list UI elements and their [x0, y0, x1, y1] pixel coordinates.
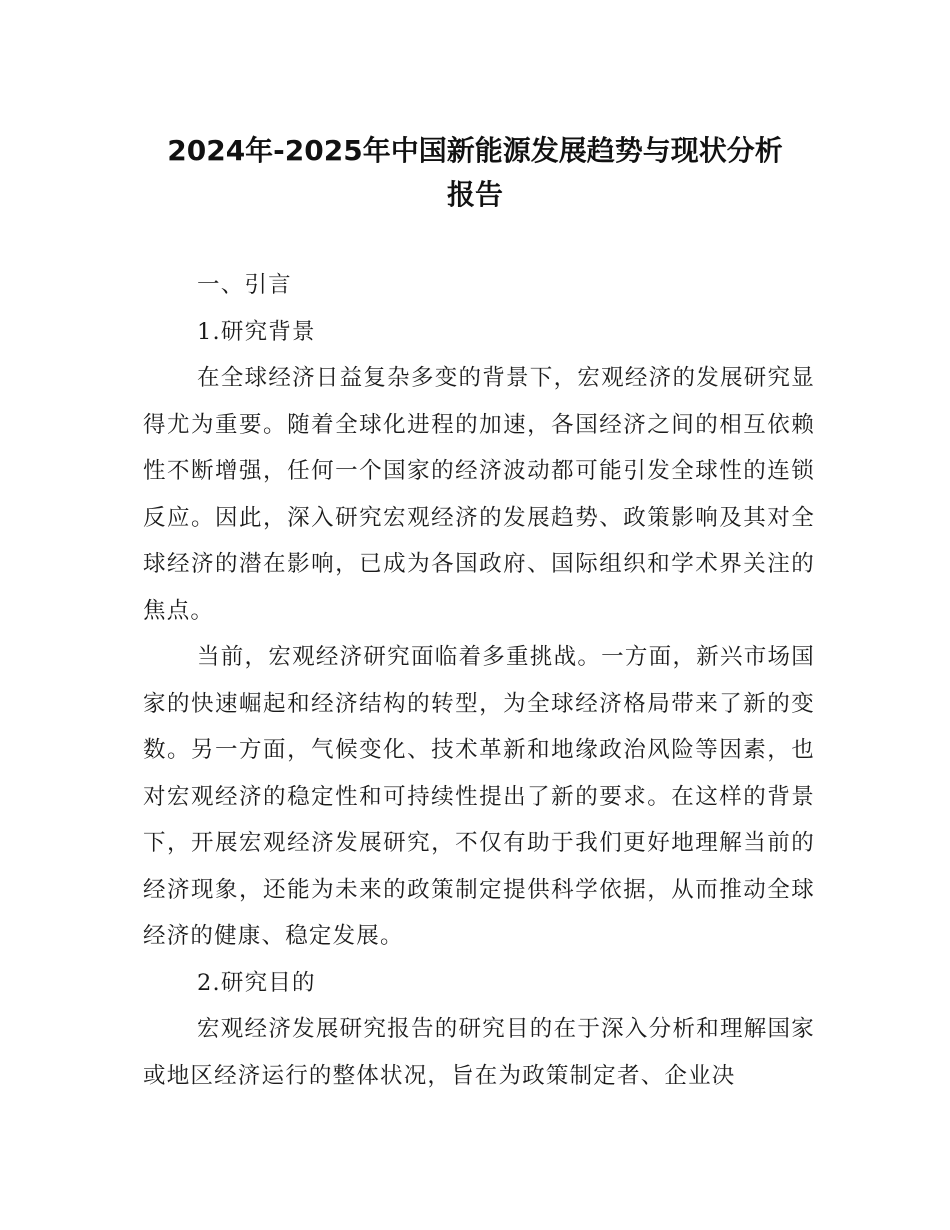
- paragraph-background-1: 在全球经济日益复杂多变的背景下，宏观经济的发展研究显得尤为重要。随着全球化进程的加速，各国经济之间的相互依赖性不断增强，任何一个国家的经济波动都可能引发全球性的连锁反应。因此，深入研究宏观经济的发展趋势、政策影响及其对全球经济的潜在影响，已成为各国政府、国际组织和学术界关注的焦点。: [143, 365, 815, 624]
- paragraph-purpose: 宏观经济发展研究报告的研究目的在于深入分析和理解国家或地区经济运行的整体状况，旨在为政策制定者、企业决: [143, 1016, 815, 1089]
- subsection-heading-background: 1.研究背景: [197, 318, 316, 345]
- document-title: [120, 129, 830, 217]
- title-line-1: 2024年-2025年中国新能源发展趋势与现状分析: [167, 133, 783, 167]
- section-heading-introduction: 一、引言: [197, 272, 292, 298]
- subsection-heading-purpose: 2.研究目的: [197, 969, 316, 996]
- document-body: [143, 262, 815, 1099]
- paragraph-background-2: 当前，宏观经济研究面临着多重挑战。一方面，新兴市场国家的快速崛起和经济结构的转型，为全球经济格局带来了新的变数。另一方面，气候变化、技术革新和地缘政治风险等因素，也对宏观经济的稳定性和可持续性提出了新的要求。在这样的背景下，开展宏观经济发展研究，不仅有助于我们更好地理解当前的经济现象，还能为未来的政策制定提供科学依据，从而推动全球经济的健康、稳定发展。: [143, 644, 815, 949]
- title-line-2: 报告: [446, 177, 503, 211]
